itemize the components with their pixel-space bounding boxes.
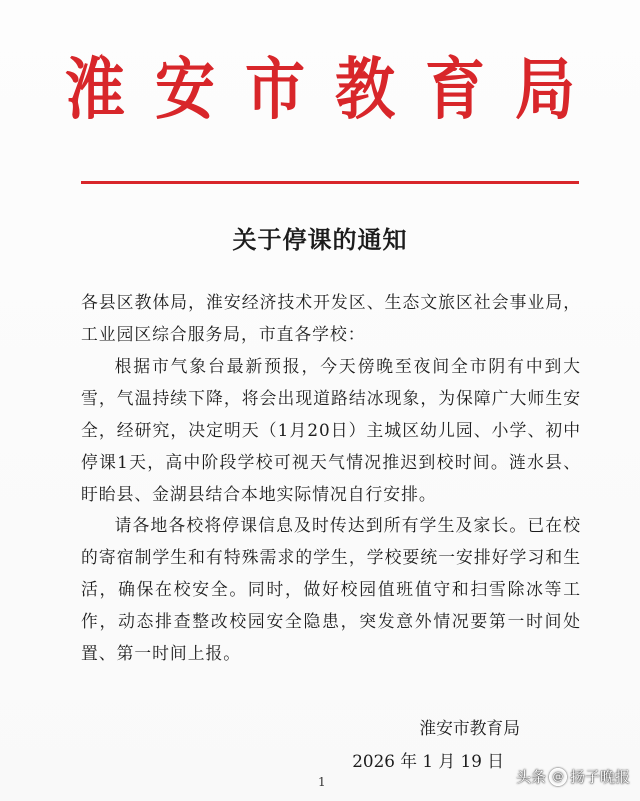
letterhead-title: 淮安市教育局 xyxy=(65,50,605,130)
source-watermark xyxy=(516,766,630,787)
paragraph-text: 根据市气象台最新预报，今天傍晚至夜间全市阴有中到大雪，气温持续下降，将会出现道路结冰现象，为保障广大师生安全，经研究，决定明天（1月20日）主城区幼儿园、小学、初中停课1天，高中阶段学校可视天气情况推迟到校时间。涟水县、盱眙县、金湖县结合本地实际情况自行安排。 xyxy=(81,356,581,504)
page-number: 1 xyxy=(318,775,326,789)
paragraph-text: 请各地各校将停课信息及时传达到所有学生及家长。已在校的寄宿制学生和有特殊需求的学生，学校要统一安排好学习和生活，确保在校安全。同时，做好校园值班值守和扫雪除冰等工作，动态排查整改校园安全隐患，突发意外情况要第一时间处置、第一时间上报。 xyxy=(81,515,581,663)
signature-date: 2026 年 1 月 19 日 xyxy=(352,751,504,771)
body-paragraph-1 xyxy=(81,350,581,510)
at-icon: @ xyxy=(549,768,567,786)
letterhead-divider xyxy=(81,181,579,184)
signature-organization: 淮安市教育局 xyxy=(419,718,520,738)
addressee-text: 各县区教体局，淮安经济技术开发区、生态文旅区社会事业局，工业园区综合服务局，市直各学校： xyxy=(81,292,581,344)
watermark-account: 扬子晚报 xyxy=(569,768,630,786)
notice-title: 关于停课的通知 xyxy=(232,225,408,254)
body-paragraph-2 xyxy=(81,509,581,669)
addressee xyxy=(81,286,581,350)
watermark-prefix: 头条 xyxy=(515,768,546,786)
